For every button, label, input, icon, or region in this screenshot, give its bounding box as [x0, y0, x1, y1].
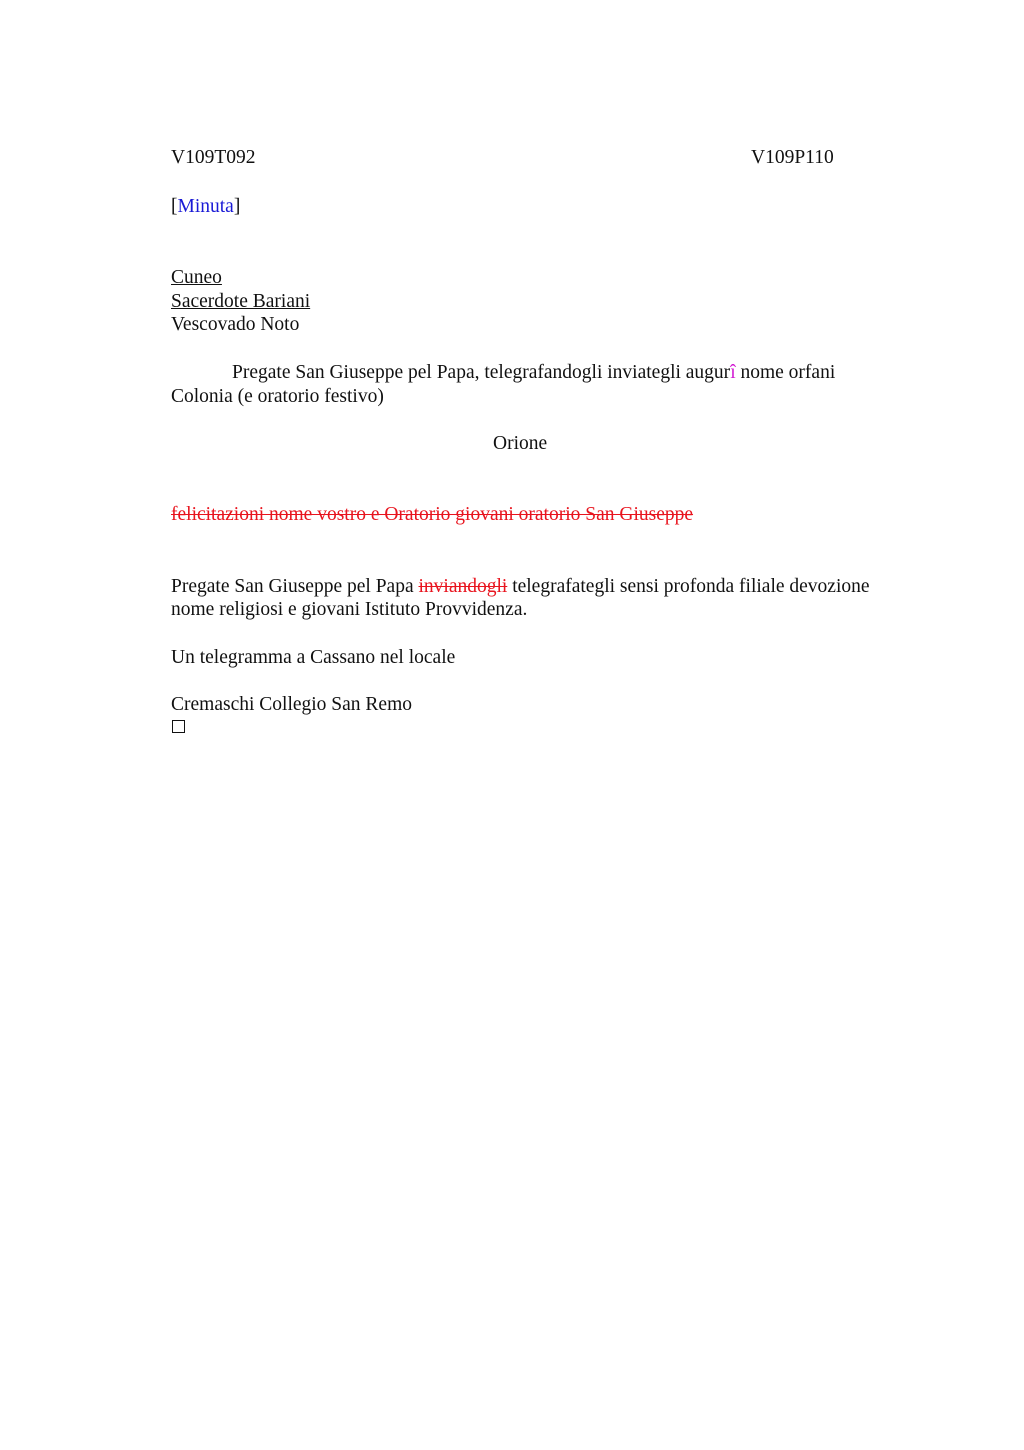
note-telegram: Un telegramma a Cassano nel locale [171, 647, 456, 668]
message1-text-before: Pregate San Giuseppe pel Papa, telegrafandogli inviategli augur [232, 362, 731, 383]
message2-line1 [171, 575, 870, 599]
minuta-label [171, 195, 240, 219]
message2-struck-word: inviandogli [418, 576, 508, 597]
message1-marked-char: î [730, 362, 736, 383]
message1-line1 [232, 361, 835, 385]
signature: Orione [493, 433, 548, 454]
message1-line2: Colonia (e oratorio festivo) [171, 386, 384, 407]
checkbox-icon [172, 720, 185, 733]
message1-text-after: nome orfani [735, 362, 836, 383]
address-recipient: Sacerdote Bariani [171, 291, 311, 312]
struck-line: felicitazioni nome vostro e Oratorio giovani oratorio San Giuseppe [171, 504, 694, 525]
note-recipient: Cremaschi Collegio San Remo [171, 694, 413, 715]
document-code-right: V109P110 [751, 147, 834, 168]
minuta-text: Minuta [177, 196, 234, 217]
address-place: Vescovado Noto [171, 314, 300, 335]
document-code-left: V109T092 [171, 147, 256, 168]
message2-text-before: Pregate San Giuseppe pel Papa [171, 576, 419, 597]
minuta-open-bracket: [ [171, 196, 178, 217]
address-city: Cuneo [171, 267, 222, 288]
minuta-close-bracket: ] [233, 196, 241, 217]
message2-text-after: telegrafategli sensi profonda filiale devozione [507, 576, 870, 597]
message2-line2: nome religiosi e giovani Istituto Provvidenza. [171, 599, 528, 620]
